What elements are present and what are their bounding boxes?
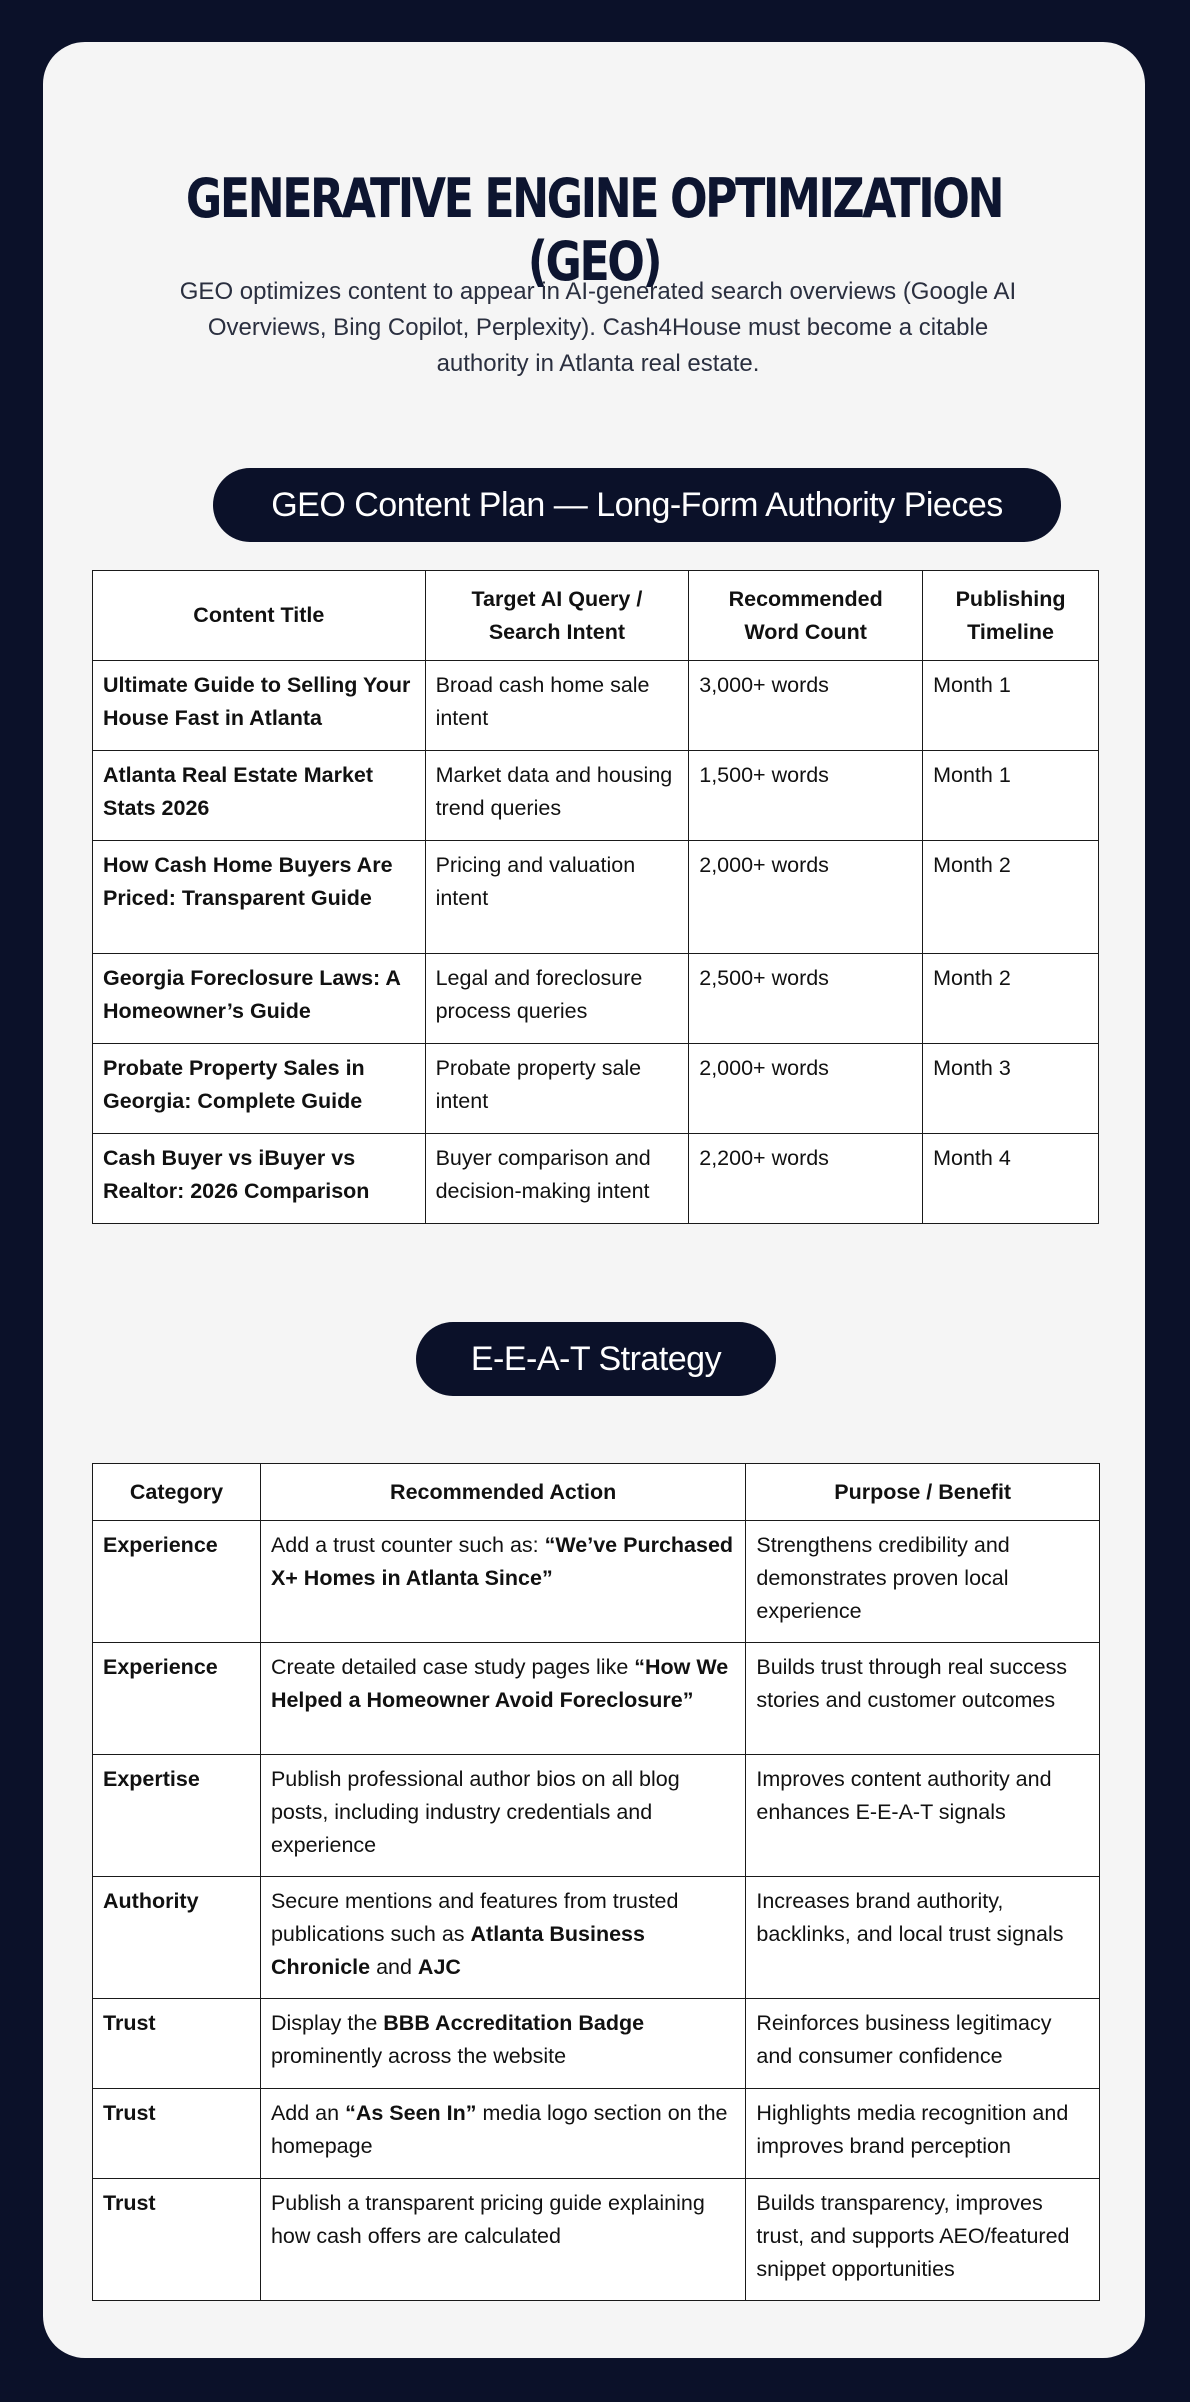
column-header: Publishing Timeline [923, 571, 1099, 661]
column-header: Category [93, 1464, 261, 1521]
word-count-cell: 2,500+ words [689, 954, 923, 1044]
category-cell: Experience [93, 1643, 261, 1755]
timeline-cell: Month 1 [923, 661, 1099, 751]
action-cell: Publish a transparent pricing guide explaining how cash offers are calculated [260, 2179, 745, 2301]
content-title-cell: Georgia Foreclosure Laws: A Homeowner’s Guide [93, 954, 426, 1044]
content-title-cell: How Cash Home Buyers Are Priced: Transparent Guide [93, 841, 426, 954]
action-cell: Display the BBB Accreditation Badge prominently across the website [260, 1999, 745, 2089]
category-cell: Trust [93, 1999, 261, 2089]
word-count-cell: 2,000+ words [689, 1044, 923, 1134]
table-row [93, 841, 1099, 954]
table-row [93, 1521, 1100, 1643]
content-title-cell: Probate Property Sales in Georgia: Complete Guide [93, 1044, 426, 1134]
column-header: Purpose / Benefit [746, 1464, 1100, 1521]
page-title: GENERATIVE ENGINE OPTIMIZATION (GEO) [185, 167, 1003, 293]
timeline-cell: Month 2 [923, 954, 1099, 1044]
word-count-cell: 2,200+ words [689, 1134, 923, 1224]
benefit-cell: Builds transparency, improves trust, and supports AEO/featured snippet opportunities [746, 2179, 1100, 2301]
content-title-cell: Cash Buyer vs iBuyer vs Realtor: 2026 Comparison [93, 1134, 426, 1224]
intent-cell: Legal and foreclosure process queries [425, 954, 689, 1044]
table-row [93, 1643, 1100, 1755]
word-count-cell: 2,000+ words [689, 841, 923, 954]
timeline-cell: Month 3 [923, 1044, 1099, 1134]
intent-cell: Broad cash home sale intent [425, 661, 689, 751]
table-row [93, 1877, 1100, 1999]
table-header-row [93, 1464, 1100, 1521]
intent-cell: Buyer comparison and decision-making intent [425, 1134, 689, 1224]
content-title-cell: Ultimate Guide to Selling Your House Fast in Atlanta [93, 661, 426, 751]
benefit-cell: Highlights media recognition and improves brand perception [746, 2089, 1100, 2179]
benefit-cell: Increases brand authority, backlinks, and local trust signals [746, 1877, 1100, 1999]
table-row [93, 1134, 1099, 1224]
column-header: Recommended Word Count [689, 571, 923, 661]
benefit-cell: Strengthens credibility and demonstrates proven local experience [746, 1521, 1100, 1643]
table-row [93, 751, 1099, 841]
table-row [93, 2089, 1100, 2179]
benefit-cell: Builds trust through real success stories and customer outcomes [746, 1643, 1100, 1755]
timeline-cell: Month 2 [923, 841, 1099, 954]
word-count-cell: 1,500+ words [689, 751, 923, 841]
eeat-heading: E-E-A-T Strategy [416, 1322, 776, 1396]
column-header: Target AI Query / Search Intent [425, 571, 689, 661]
intent-cell: Probate property sale intent [425, 1044, 689, 1134]
table-row [93, 2179, 1100, 2301]
timeline-cell: Month 4 [923, 1134, 1099, 1224]
category-cell: Experience [93, 1521, 261, 1643]
timeline-cell: Month 1 [923, 751, 1099, 841]
action-cell: Publish professional author bios on all blog posts, including industry credentials and experience [260, 1755, 745, 1877]
category-cell: Trust [93, 2179, 261, 2301]
intent-cell: Market data and housing trend queries [425, 751, 689, 841]
page-subtitle: GEO optimizes content to appear in AI-generated search overviews (Google AI Overviews, Bing Copilot, Perplexity). Cash4House must become a citable authority in Atlanta real estate. [179, 278, 1017, 377]
content-title-cell: Atlanta Real Estate Market Stats 2026 [93, 751, 426, 841]
column-header: Recommended Action [260, 1464, 745, 1521]
action-cell: Add a trust counter such as: “We’ve Purchased X+ Homes in Atlanta Since” [260, 1521, 745, 1643]
intent-cell: Pricing and valuation intent [425, 841, 689, 954]
benefit-cell: Improves content authority and enhances E-E-A-T signals [746, 1755, 1100, 1877]
table-row [93, 954, 1099, 1044]
table-header-row [93, 571, 1099, 661]
content-plan-table [92, 570, 1099, 1224]
eeat-table [92, 1463, 1100, 2301]
content-card [43, 42, 1145, 2358]
category-cell: Authority [93, 1877, 261, 1999]
table-row [93, 1044, 1099, 1134]
column-header: Content Title [93, 571, 426, 661]
content-plan-heading: GEO Content Plan — Long-Form Authority Pieces [213, 468, 1061, 542]
category-cell: Trust [93, 2089, 261, 2179]
action-cell: Secure mentions and features from trusted publications such as Atlanta Business Chronicle and AJC [260, 1877, 745, 1999]
table-row [93, 1755, 1100, 1877]
word-count-cell: 3,000+ words [689, 661, 923, 751]
action-cell: Add an “As Seen In” media logo section on the homepage [260, 2089, 745, 2179]
category-cell: Expertise [93, 1755, 261, 1877]
benefit-cell: Reinforces business legitimacy and consumer confidence [746, 1999, 1100, 2089]
table-row [93, 1999, 1100, 2089]
action-cell: Create detailed case study pages like “How We Helped a Homeowner Avoid Foreclosure” [260, 1643, 745, 1755]
table-row [93, 661, 1099, 751]
